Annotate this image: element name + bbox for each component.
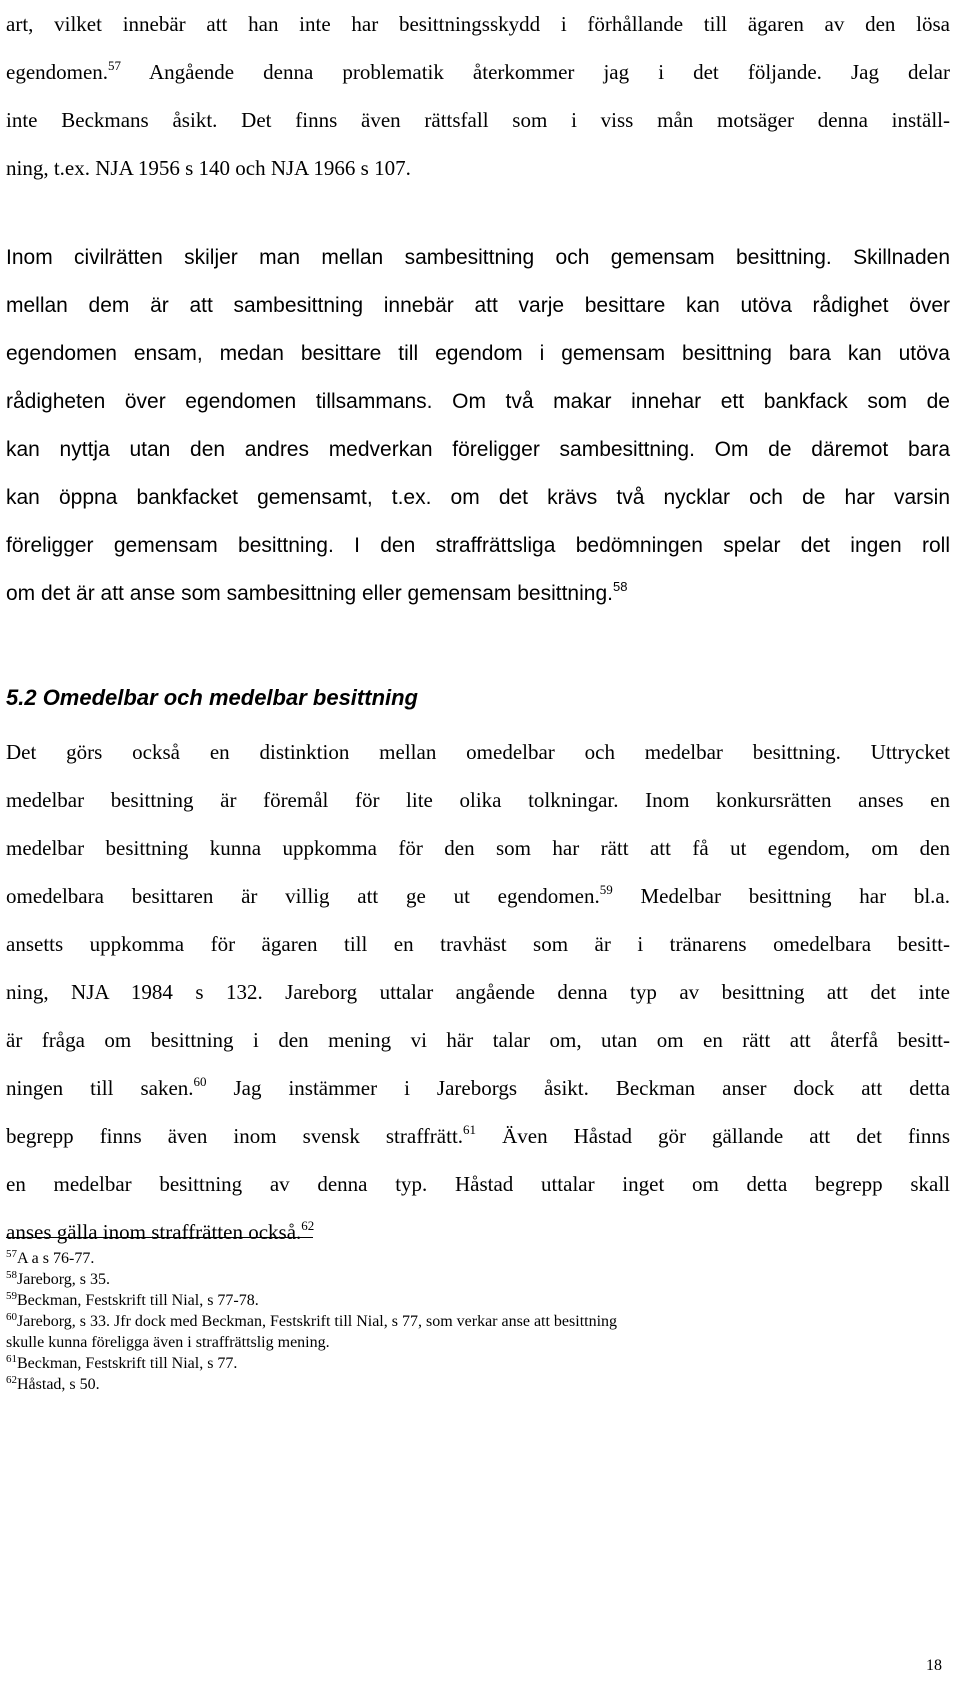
text-line: Det görs också en distinktion mellan omedelbar och medelbar besittning. Uttrycket	[6, 740, 950, 764]
text-fragment: egendomen.	[6, 60, 109, 84]
text-line: medelbar besittning kunna uppkomma för den som har rätt att få ut egendom, om den	[6, 836, 950, 860]
text-line: art, vilket innebär att han inte har besittningsskydd i förhållande till ägaren av den lösa	[6, 12, 950, 36]
text-line	[6, 570, 950, 618]
text-line: Inom civilrätten skiljer man mellan sambesittning och gemensam besittning. Skillnaden	[6, 246, 950, 269]
footnote	[6, 1353, 950, 1374]
footnote	[6, 1374, 950, 1395]
footnote-text: Beckman, Festskrift till Nial, s 77-78.	[17, 1292, 259, 1309]
footnote	[6, 1248, 950, 1269]
footnote-ref: 59	[599, 882, 613, 897]
footnote-continuation: skulle kunna föreligga även i straffrättslig mening.	[6, 1334, 330, 1351]
footnote-text: A a s 76-77.	[17, 1250, 95, 1267]
text-line: kan öppna bankfacket gemensamt, t.ex. om det krävs två nycklar och de har varsin	[6, 486, 950, 509]
footnote-text: Jareborg, s 35.	[17, 1271, 111, 1288]
paragraph-sambesittning	[6, 234, 950, 618]
text-fragment: begrepp finns även inom svensk straffrätt.	[6, 1124, 464, 1148]
footnote-ref: 62	[301, 1218, 315, 1233]
text-line: inte Beckmans åsikt. Det finns även rättsfall som i viss mån motsäger denna inställ-	[6, 108, 950, 132]
section-heading: 5.2 Omedelbar och medelbar besittning	[6, 685, 418, 710]
footnote-ref: 58	[612, 579, 628, 594]
paragraph-continuation	[6, 0, 950, 192]
text-fragment: Även Håstad gör gällande att det finns	[476, 1124, 950, 1148]
footnote	[6, 1269, 950, 1290]
text-line: en medelbar besittning av denna typ. Håstad uttalar inget om detta begrepp skall	[6, 1172, 950, 1196]
text-line	[6, 872, 950, 920]
text-line	[6, 1064, 950, 1112]
text-line	[6, 1112, 950, 1160]
page-number: 18	[926, 1657, 942, 1674]
footnote-number: 61	[6, 1353, 17, 1365]
text-line: är fråga om besittning i den mening vi här talar om, utan om en rätt att återfå besitt-	[6, 1028, 950, 1052]
footnote-number: 62	[6, 1374, 17, 1386]
footnote-ref: 57	[108, 58, 122, 73]
text-fragment: Medelbar besittning har bl.a.	[612, 884, 951, 908]
footnote-text: Beckman, Festskrift till Nial, s 77.	[17, 1355, 238, 1372]
text-line: föreligger gemensam besittning. I den straffrättsliga bedömningen spelar det ingen roll	[6, 534, 950, 557]
footnote-number: 57	[6, 1248, 17, 1260]
text-fragment: omedelbara besittaren är villig att ge ut egendomen.	[6, 884, 600, 908]
text-fragment: om det är att anse som sambesittning eller gemensam besittning.	[6, 582, 613, 605]
text-line: mellan dem är att sambesittning innebär att varje besittare kan utöva rådighet över	[6, 294, 950, 317]
text-fragment: anses gälla inom straffrätten också.	[6, 1220, 302, 1244]
footnote	[6, 1311, 950, 1332]
footnote-number: 60	[6, 1311, 17, 1323]
footnote-text: Håstad, s 50.	[17, 1376, 100, 1393]
footnote-ref: 61	[463, 1122, 477, 1137]
text-line: ansetts uppkomma för ägaren till en travhäst som är i tränarens omedelbara besitt-	[6, 932, 950, 956]
text-line: kan nyttja utan den andres medverkan föreligger sambesittning. Om de däremot bara	[6, 438, 950, 461]
footnote-number: 59	[6, 1290, 17, 1302]
text-line: egendomen ensam, medan besittare till egendom i gemensam besittning bara kan utöva	[6, 342, 950, 365]
footnote-ref: 60	[193, 1074, 207, 1089]
text-fragment: Jag instämmer i Jareborgs åsikt. Beckman anser dock att detta	[206, 1076, 950, 1100]
text-fragment: ningen till saken.	[6, 1076, 194, 1100]
footnote-text: Jareborg, s 33. Jfr dock med Beckman, Festskrift till Nial, s 77, som verkar anse att besittning	[17, 1313, 618, 1330]
text-line: medelbar besittning är föremål för lite olika tolkningar. Inom konkursrätten anses en	[6, 788, 950, 812]
text-line: ning, NJA 1984 s 132. Jareborg uttalar angående denna typ av besittning att det inte	[6, 980, 950, 1004]
footnote-number: 58	[6, 1269, 17, 1281]
text-line: rådigheten över egendomen tillsammans. Om två makar innehar ett bankfack som de	[6, 390, 950, 413]
footnote	[6, 1290, 950, 1311]
text-line: ning, t.ex. NJA 1956 s 140 och NJA 1966 s 107.	[6, 156, 411, 180]
text-line	[6, 48, 950, 96]
text-fragment: Angående denna problematik återkommer jag i det följande. Jag delar	[148, 60, 950, 84]
paragraph-medelbar	[6, 728, 950, 1256]
footnote-separator	[6, 1237, 313, 1238]
footnotes	[6, 1248, 950, 1395]
